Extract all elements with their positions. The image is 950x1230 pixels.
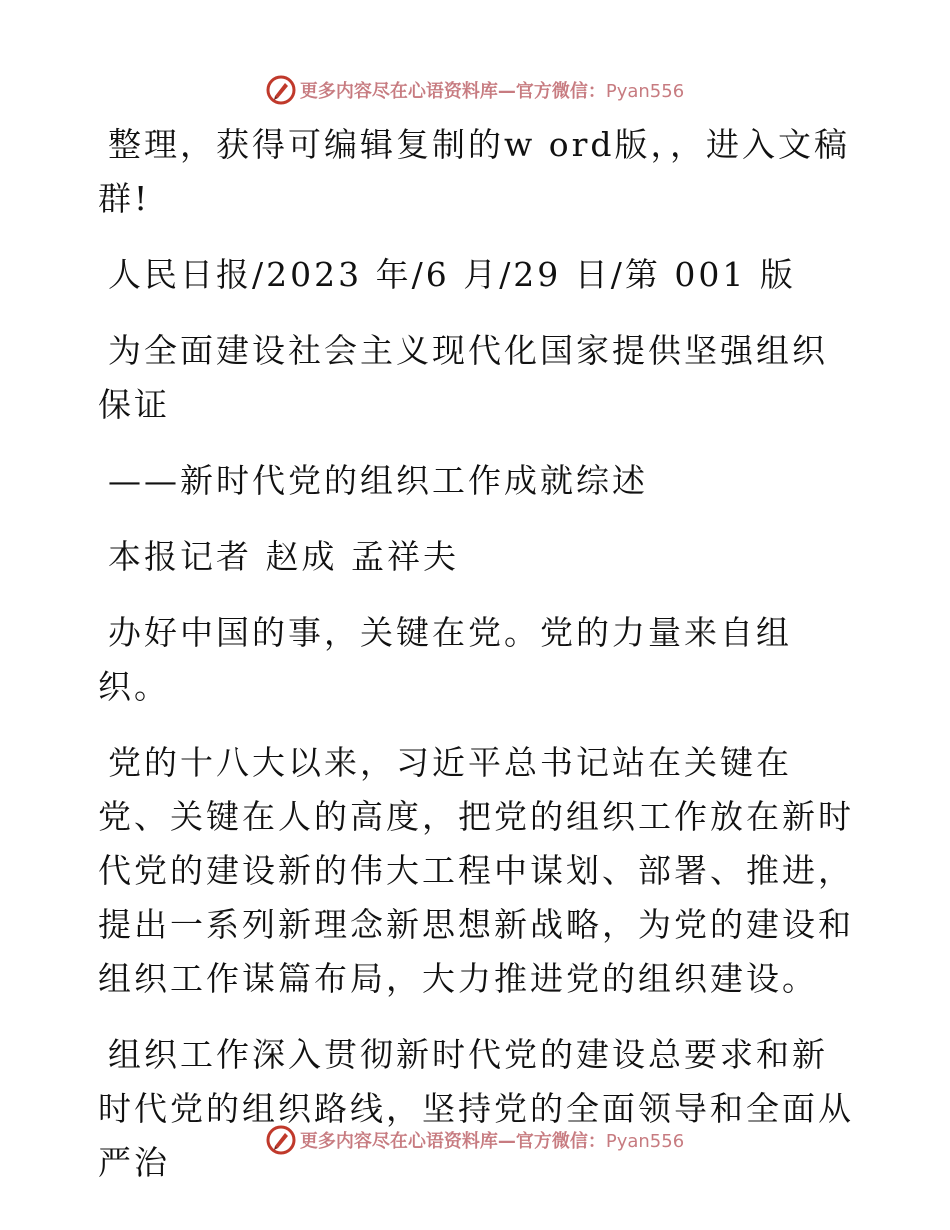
document-body [98,118,858,1212]
footer-watermark-banner [0,1122,950,1158]
pen-logo-icon [266,1125,296,1155]
paragraph: 本报记者 赵成 孟祥夫 [108,537,459,576]
watermark-text [300,1127,684,1153]
watermark-wechat-id: Pyan556 [605,1131,685,1152]
watermark-label: 更多内容尽在心语资料库—官方微信： [299,1131,606,1152]
paragraph: 办好中国的事，关键在党。党的力量来自组织。 [98,613,792,706]
watermark-wechat-id: Pyan556 [605,81,685,102]
paragraph: 整理，获得可编辑复制的w ord版，，进入文稿群! [98,125,851,218]
pen-logo-icon [266,75,296,105]
paragraph: 党的十八大以来，习近平总书记站在关键在党、关键在人的高度，把党的组织工作放在新时代党的建设新的伟大工程中谋划、部署、推进，提出一系列新理念新思想新战略，为党的建设和组织工作谋篇布局，大力推进党的组织建设。 [98,743,854,998]
header-watermark-banner [0,72,950,108]
paragraph: 组织工作深入贯彻新时代党的建设总要求和新时代党的组织路线，坚持党的全面领导和全面从严治 [98,1035,854,1182]
paragraph: 人民日报/2023 年/6 月/29 日/第 001 版 [108,255,796,294]
paragraph: ——新时代党的组织工作成就综述 [108,461,648,500]
watermark-text [300,77,684,103]
watermark-label: 更多内容尽在心语资料库—官方微信： [299,81,606,102]
paragraph: 为全面建设社会主义现代化国家提供坚强组织保证 [98,331,828,424]
